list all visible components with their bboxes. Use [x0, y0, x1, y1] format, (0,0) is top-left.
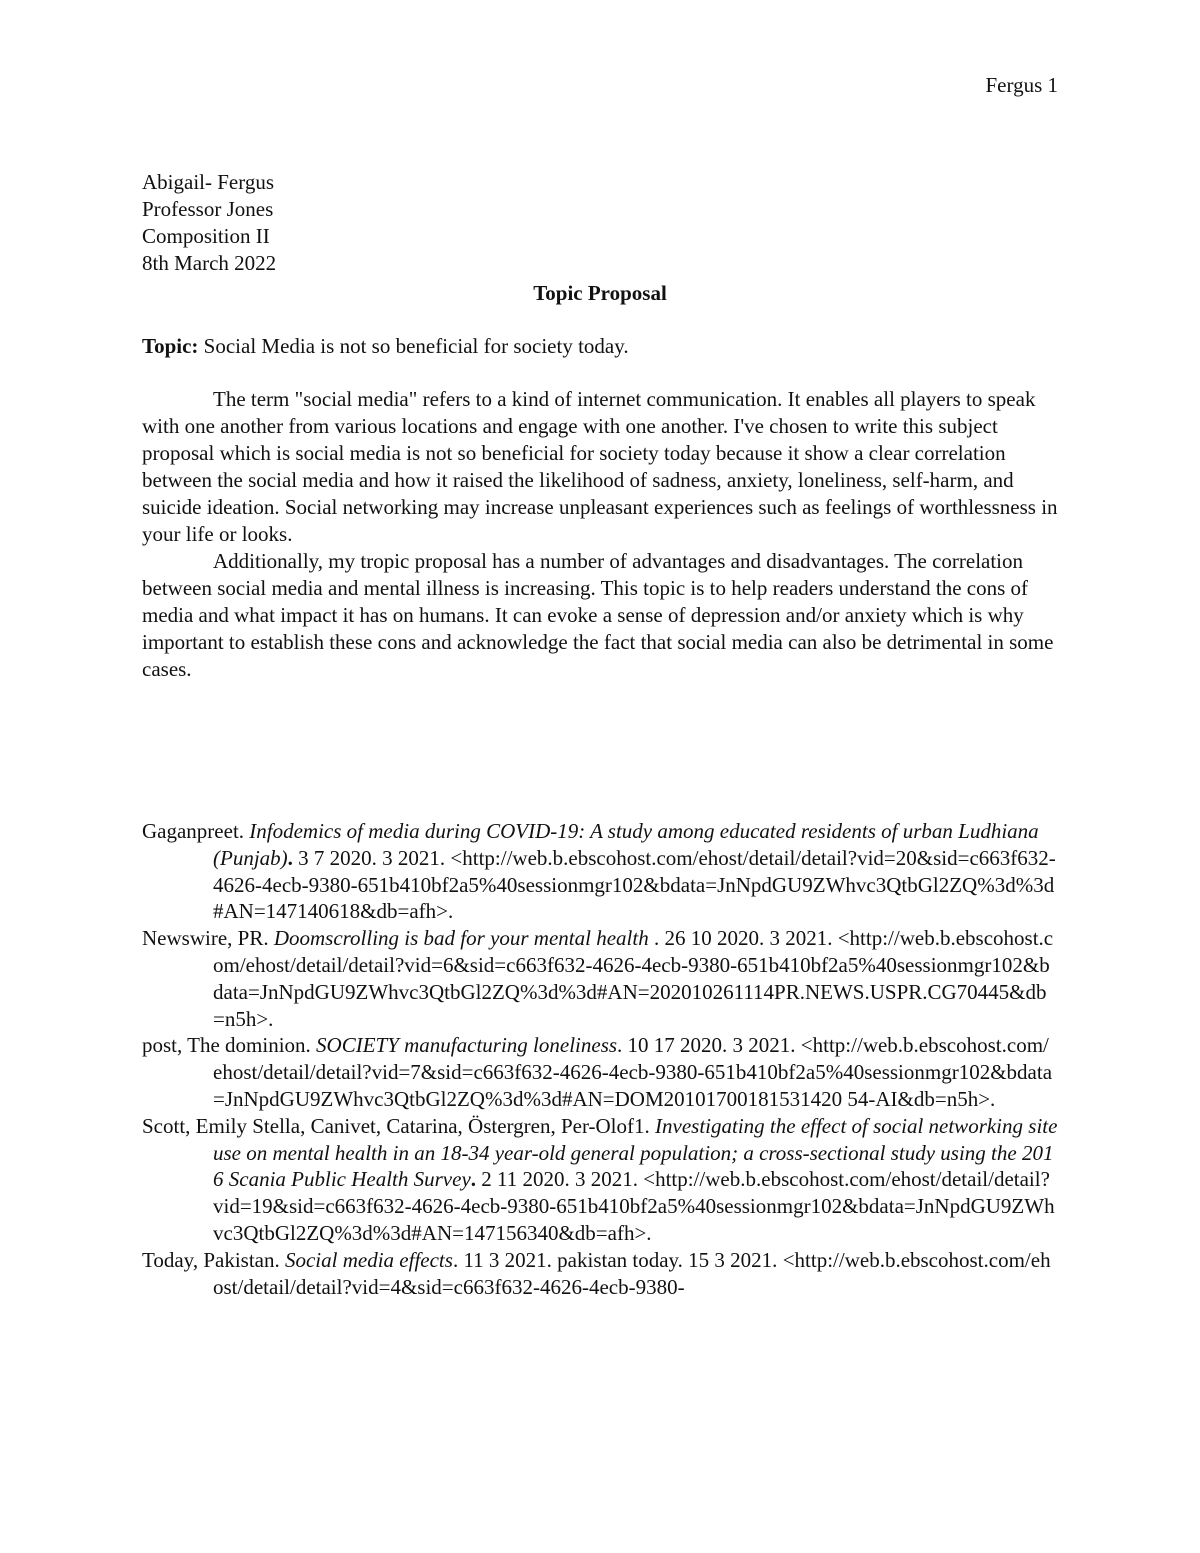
- citation-url: <http://web.b.ebscohost.com/ehost/detail/detail?vid=7&sid=c663f632-4626-4ecb-9380-651b410bf2a5%40sessionmgr102&bdata=JnNpdGU9ZWhvc3QtbGl2ZQ%3d%3d#AN=DOM20101700181531420 54-AI&db=n5h>.: [213, 1033, 1053, 1111]
- citation: [142, 1247, 1058, 1301]
- citation-title: Doomscrolling is bad for your mental health: [273, 926, 649, 951]
- citation-url: <http://web.b.ebscohost.com/ehost/detail/detail?vid=20&sid=c663f632-4626-4ecb-9380-651b410bf2a5%40sessionmgr102&bdata=JnNpdGU9ZWhvc3QtbGl2ZQ%3d%3d#AN=147140618&db=afh>.: [213, 845, 1056, 924]
- citation-title: Investigating the effect of social networking site use on mental health in an 18-34 year-old general population; a cross-sectional study using the 2016 Scania Public Health Survey: [213, 1113, 1058, 1192]
- citation-url: <http://web.b.ebscohost.com/ehost/detail/detail?vid=6&sid=c663f632-4626-4ecb-9380-651b410bf2a5%40sessionmgr102&bdata=JnNpdGU9ZWhvc3QtbGl2ZQ%3d%3d#AN=202010261114PR.NEWS.USPR.CG70445&db=n5h>.: [213, 926, 1054, 1031]
- citation: [142, 1032, 1058, 1112]
- student-name: Abigail- Fergus: [142, 170, 275, 194]
- date: 8th March 2022: [142, 251, 277, 275]
- topic-statement: [142, 333, 1058, 360]
- citation: [142, 818, 1058, 925]
- citation-details: . 11 3 2021. pakistan today. 15 3 2021.: [452, 1247, 783, 1272]
- mla-heading: [142, 169, 1058, 277]
- citation: [142, 925, 1058, 1032]
- paragraph: Additionally, my tropic proposal has a number of advantages and disadvantages. The correlation between social media and mental illness is increasing. This topic is to help readers understand the cons of media and what impact it has on humans. It can evoke a sense of depression and/or anxiety which is why important to establish these cons and acknowledge the fact that social media can also be detrimental in some cases.: [142, 549, 1054, 681]
- citation-url: <http://web.b.ebscohost.com/ehost/detail/detail?vid=4&sid=c663f632-4626-4ecb-9380-: [213, 1247, 1051, 1299]
- instructor-name: Professor Jones: [142, 197, 274, 221]
- citation-details: 3 7 2020. 3 2021.: [292, 845, 451, 870]
- citation-author: Today, Pakistan.: [142, 1247, 285, 1272]
- citation-author: Newswire, PR.: [142, 926, 274, 951]
- citation-url: <http://web.b.ebscohost.com/ehost/detail/detail?vid=19&sid=c663f632-4626-4ecb-9380-651b410bf2a5%40sessionmgr102&bdata=JnNpdGU9ZWhvc3QtbGl2ZQ%3d%3d#AN=147156340&db=afh>.: [213, 1167, 1055, 1245]
- body-text: [142, 386, 1058, 683]
- citation: [142, 1113, 1058, 1247]
- citation-details: 2 11 2020. 3 2021.: [476, 1167, 644, 1192]
- citation-details: . 10 17 2020. 3 2021.: [617, 1033, 801, 1058]
- citation-details: . 26 10 2020. 3 2021.: [648, 926, 838, 951]
- citation-title: SOCIETY manufacturing loneliness: [316, 1033, 618, 1058]
- running-header: Fergus 1: [985, 73, 1058, 97]
- course-name: Composition II: [142, 224, 270, 248]
- citation-title: Infodemics of media during COVID-19: A study among educated residents of urban Ludhiana (Punjab): [213, 819, 1039, 870]
- citation-title-end: .: [470, 1167, 477, 1192]
- citation-author: Gaganpreet.: [142, 819, 250, 843]
- topic-label: Topic:: [142, 334, 199, 358]
- citation-author: post, The dominion.: [142, 1033, 317, 1058]
- works-cited-list: [142, 818, 1058, 1300]
- citation-title-end: .: [287, 845, 293, 870]
- citation-author: Scott, Emily Stella, Canivet, Catarina, Östergren, Per-Olof1.: [142, 1113, 656, 1138]
- citation-title: Social media effects: [284, 1247, 453, 1272]
- topic-text: Social Media is not so beneficial for society today.: [198, 334, 629, 358]
- page-title: Topic Proposal: [533, 281, 667, 305]
- paragraph: The term "social media" refers to a kind of internet communication. It enables all players to speak with one another from various locations and engage with one another. I've chosen to write this subject proposal which is social media is not so beneficial for society today because it show a clear correlation between the social media and how it raised the likelihood of sadness, anxiety, loneliness, self-harm, and suicide ideation. Social networking may increase unpleasant experiences such as feelings of worthlessness in your life or looks.: [142, 387, 1058, 546]
